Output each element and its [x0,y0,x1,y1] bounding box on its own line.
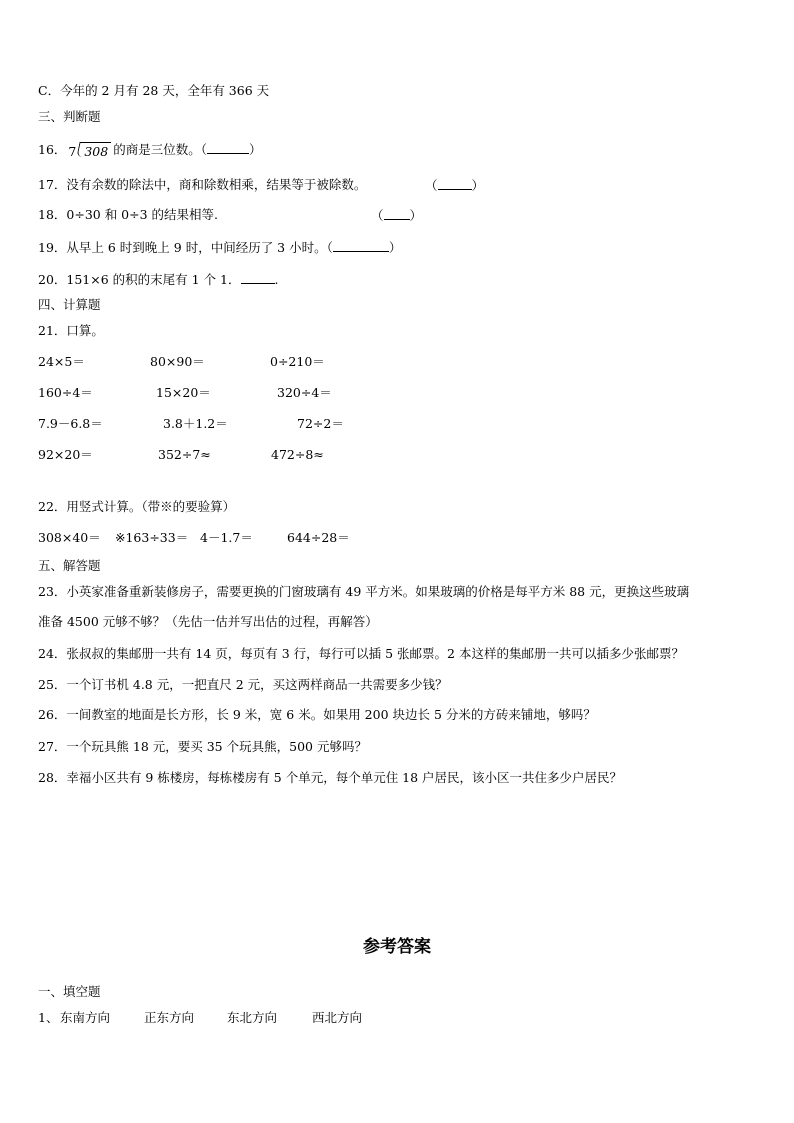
dividend: 308 [80,142,111,160]
section-heading-word-problems: 五、解答题 [38,558,101,573]
answer-blank-20[interactable] [241,271,275,284]
oral-calc-item: 80×90＝ [150,354,205,369]
oral-calc-item: 92×20＝ [38,447,93,462]
vertical-calc-item: 308×40＝ [38,530,101,545]
answer-blank-17[interactable] [438,177,472,190]
question-23-line-1: 23．小英家准备重新装修房子，需要更换的门窗玻璃有 49 平方米。如果玻璃的价格是每平方米 88 元，更换这些玻璃 [38,584,690,599]
question-22: 22．用竖式计算。（带※的要验算） [38,499,236,514]
question-17-text: 17．没有余数的除法中，商和除数相乘，结果等于被除数。 [38,177,367,192]
question-23-line-2: 准备 4500 元够不够？（先估一估并写出估的过程，再解答） [38,614,378,629]
answer-section-heading: 一、填空题 [38,984,101,999]
divisor: 7 [68,144,77,159]
question-17 [38,177,366,193]
oral-calc-item: 15×20＝ [156,385,211,400]
vertical-calc-item: 644÷28＝ [287,530,350,545]
question-16 [38,141,262,160]
oral-calc-item: 0÷210＝ [270,354,325,369]
question-18: 18．0÷30 和 0÷3 的结果相等. [38,207,219,222]
question-20 [38,271,278,288]
bracket-open: （ [371,208,384,223]
question-26: 26．一间教室的地面是长方形，长 9 米，宽 6 米。如果用 200 块边长 5 分米的方砖来铺地，够吗？ [38,707,596,722]
question-16-close: ） [248,142,262,157]
oral-calc-item: 160÷4＝ [38,385,93,400]
option-c: C．今年的 2 月有 28 天，全年有 366 天 [38,83,270,98]
oral-calc-item: 24×5＝ [38,354,85,369]
answer-blank-18[interactable] [384,207,410,220]
bracket-open: （ [425,178,438,193]
oral-calc-item: 320÷4＝ [277,385,332,400]
question-19 [38,239,401,256]
answer-1-item: 正东方向 [144,1010,195,1025]
oral-calc-item: 352÷7≈ [158,447,211,462]
answer-1-number: 1、 [38,1010,59,1025]
question-28: 28．幸福小区共有 9 栋楼房，每栋楼房有 5 个单元，每个单元住 18 户居民，该小区一共住多少户居民？ [38,770,623,785]
answer-1-item: 东南方向 [60,1010,111,1025]
question-25: 25．一个订书机 4.8 元，一把直尺 2 元，买这两样商品一共需要多少钱？ [38,677,448,692]
question-19-text: 19．从早上 6 时到晚上 9 时，中间经历了 3 小时。（ [38,240,333,255]
bracket-close: ） [409,208,423,223]
vertical-calc-item: ※163÷33＝ [115,530,189,545]
vertical-calc-item: 4－1.7＝ [200,530,253,545]
bracket-close: ） [471,178,485,193]
question-24: 24．张叔叔的集邮册一共有 14 页，每页有 3 行，每行可以插 5 张邮票。2 本这样的集邮册一共可以插多少张邮票？ [38,646,684,661]
question-27: 27．一个玩具熊 18 元，要买 35 个玩具熊，500 元够吗？ [38,739,367,754]
section-heading-judgement: 三、判断题 [38,109,101,124]
question-17-bracket [425,177,484,194]
answer-blank-16[interactable] [207,141,249,154]
question-16-text: 的商是三位数。（ [113,142,207,157]
oral-calc-item: 7.9－6.8＝ [38,416,103,431]
long-division-symbol [68,142,111,160]
answer-key-title: 参考答案 [363,937,431,957]
oral-calc-item: 472÷8≈ [271,447,324,462]
question-20-end: . [274,272,279,287]
oral-calc-item: 72÷2＝ [297,416,344,431]
question-16-number: 16． [38,142,67,157]
question-21: 21．口算。 [38,323,104,338]
answer-1-item: 东北方向 [227,1010,278,1025]
answer-blank-19[interactable] [333,239,389,252]
question-18-bracket [371,207,422,224]
bracket-close: ） [388,240,402,255]
answer-1-item: 西北方向 [312,1010,363,1025]
section-heading-calculation: 四、计算题 [38,297,101,312]
oral-calc-item: 3.8＋1.2＝ [163,416,228,431]
question-20-text: 20．151×6 的积的末尾有 1 个 1． [38,272,241,287]
